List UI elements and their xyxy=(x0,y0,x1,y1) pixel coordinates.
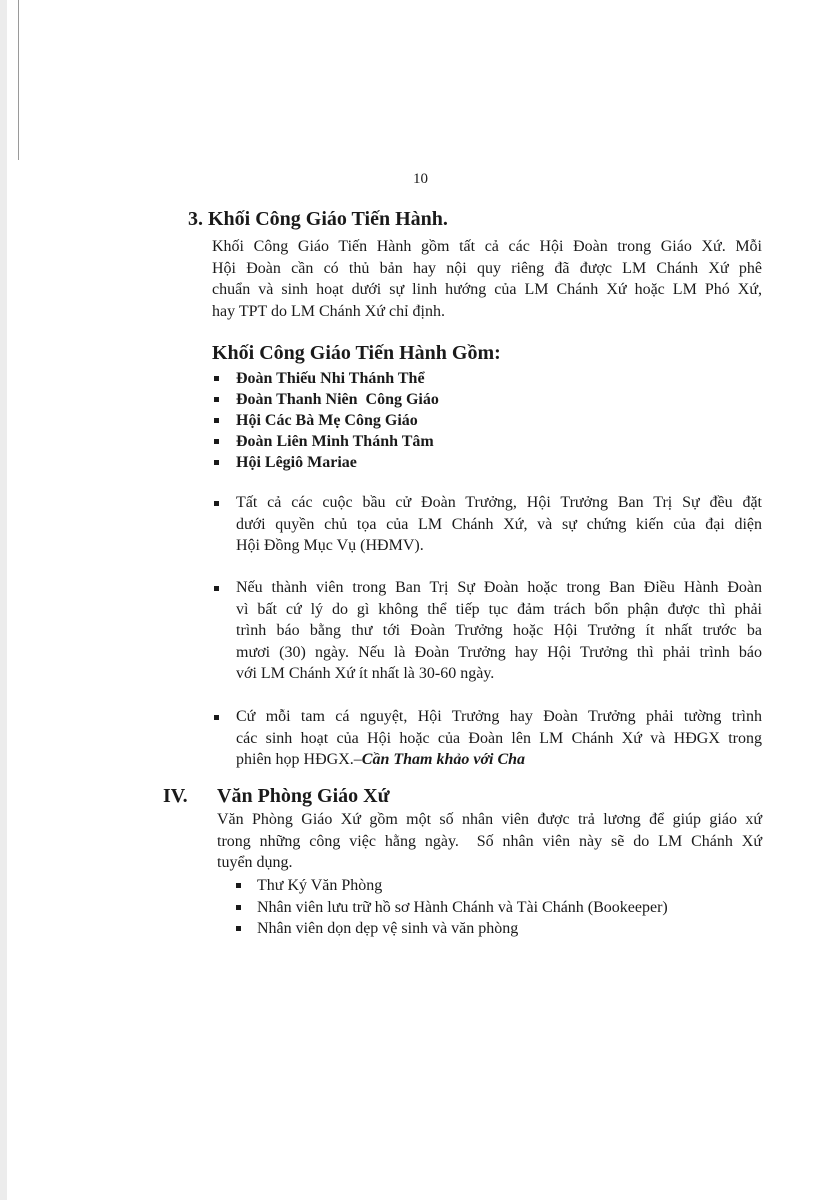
staff-role: Thư Ký Văn Phòng xyxy=(257,877,383,894)
rule-line-last xyxy=(236,749,762,771)
groups-subheading: Khối Công Giáo Tiến Hành Gồm: xyxy=(212,342,501,364)
bullet-icon xyxy=(236,883,241,888)
groups-list xyxy=(214,368,439,473)
list-item xyxy=(214,368,439,389)
page-number: 10 xyxy=(413,171,428,187)
rule-line: mươi (30) ngày. Nếu là Đoàn Trưởng hay Hội Trưởng thì phải trình báo xyxy=(236,643,762,661)
bullet-icon xyxy=(236,926,241,931)
rule-paragraph-elections xyxy=(214,492,762,557)
intro-line: chuẩn và sinh hoạt dưới sự linh hướng của LM Chánh Xứ hoặc LM Phó Xứ, xyxy=(212,281,762,298)
list-item xyxy=(214,452,439,473)
rule-line: các sinh hoạt của Hội hoặc của Đoàn lên LM Chánh Xứ và HĐGX trong xyxy=(236,729,762,747)
staff-list xyxy=(236,875,668,940)
staff-role: Nhân viên dọn dẹp vệ sinh và văn phòng xyxy=(257,920,519,937)
bullet-icon xyxy=(214,501,219,506)
group-name: Đoàn Liên Minh Thánh Tâm xyxy=(236,433,434,450)
rule-line: Nếu thành viên trong Ban Trị Sự Đoàn hoặc trong Ban Điều Hành Đoàn xyxy=(236,579,762,596)
list-item xyxy=(214,389,439,410)
bullet-icon xyxy=(214,715,219,720)
bullet-icon xyxy=(214,439,219,444)
rule-paragraph-quarterly-report xyxy=(214,706,762,771)
section-4-body xyxy=(217,809,762,874)
list-item xyxy=(214,410,439,431)
intro-line: Khối Công Giáo Tiến Hành gồm tất cả các Hội Đoàn trong Giáo Xứ. Mỗi xyxy=(212,238,762,255)
rule-line: Hội Đồng Mục Vụ (HĐMV). xyxy=(236,537,424,554)
rule-paragraph-resignation xyxy=(214,577,762,685)
rule-line: Tất cả các cuộc bầu cử Đoàn Trưởng, Hội Trưởng Ban Trị Sự đều đặt xyxy=(236,494,762,511)
section-4-title: Văn Phòng Giáo Xứ xyxy=(217,785,390,807)
page-edge-line xyxy=(18,0,19,160)
bullet-icon xyxy=(214,397,219,402)
page-edge-shadow xyxy=(0,0,7,1200)
group-name: Đoàn Thanh Niên Công Giáo xyxy=(236,391,439,408)
body-line: tuyển dụng. xyxy=(217,854,293,871)
intro-line: Hội Đoàn cần có thủ bản hay nội quy riêng đã được LM Chánh Xứ phê xyxy=(212,259,762,277)
list-item xyxy=(214,431,439,452)
rule-line: dưới quyền chủ tọa của LM Chánh Xứ, và sự chứng kiến của đại diện xyxy=(236,515,762,533)
rule-line: vì bất cứ lý do gì không thể tiếp tục đảm trách bổn phận được thì phải xyxy=(236,600,762,618)
staff-role: Nhân viên lưu trữ hồ sơ Hành Chánh và Tài Chánh (Bookeeper) xyxy=(257,898,668,916)
section-4-number: IV. xyxy=(163,785,188,807)
rule-line: với LM Chánh Xứ ít nhất là 30-60 ngày. xyxy=(236,665,495,682)
group-name: Hội Lêgiô Mariae xyxy=(236,454,357,471)
body-line: Văn Phòng Giáo Xứ gồm một số nhân viên được trả lương để giúp giáo xứ xyxy=(217,811,762,828)
bullet-icon xyxy=(214,460,219,465)
bullet-icon xyxy=(214,418,219,423)
body-line: trong những công việc hằng ngày. Số nhân viên này sẽ do LM Chánh Xứ xyxy=(217,832,762,850)
rule-line: Cứ mỗi tam cá nguyệt, Hội Trưởng hay Đoàn Trưởng phải tường trình xyxy=(236,708,762,725)
rule-emphasis-note: Cần Tham khảo với Cha xyxy=(361,751,526,768)
bullet-icon xyxy=(214,586,219,591)
group-name: Đoàn Thiếu Nhi Thánh Thể xyxy=(236,370,425,387)
bullet-icon xyxy=(236,905,241,910)
section-3-heading: 3. Khối Công Giáo Tiến Hành. xyxy=(188,208,448,230)
group-name: Hội Các Bà Mẹ Công Giáo xyxy=(236,412,418,429)
bullet-icon xyxy=(214,376,219,381)
rule-text: phiên họp HĐGX.– xyxy=(236,751,362,768)
intro-line: hay TPT do LM Chánh Xứ chỉ định. xyxy=(212,302,445,320)
list-item xyxy=(236,897,668,919)
section-3-intro xyxy=(212,236,762,322)
list-item xyxy=(236,875,668,897)
list-item xyxy=(236,918,668,940)
rule-line: trình báo bằng thư tới Đoàn Trưởng hoặc Hội Trưởng ít nhất trước ba xyxy=(236,622,762,639)
